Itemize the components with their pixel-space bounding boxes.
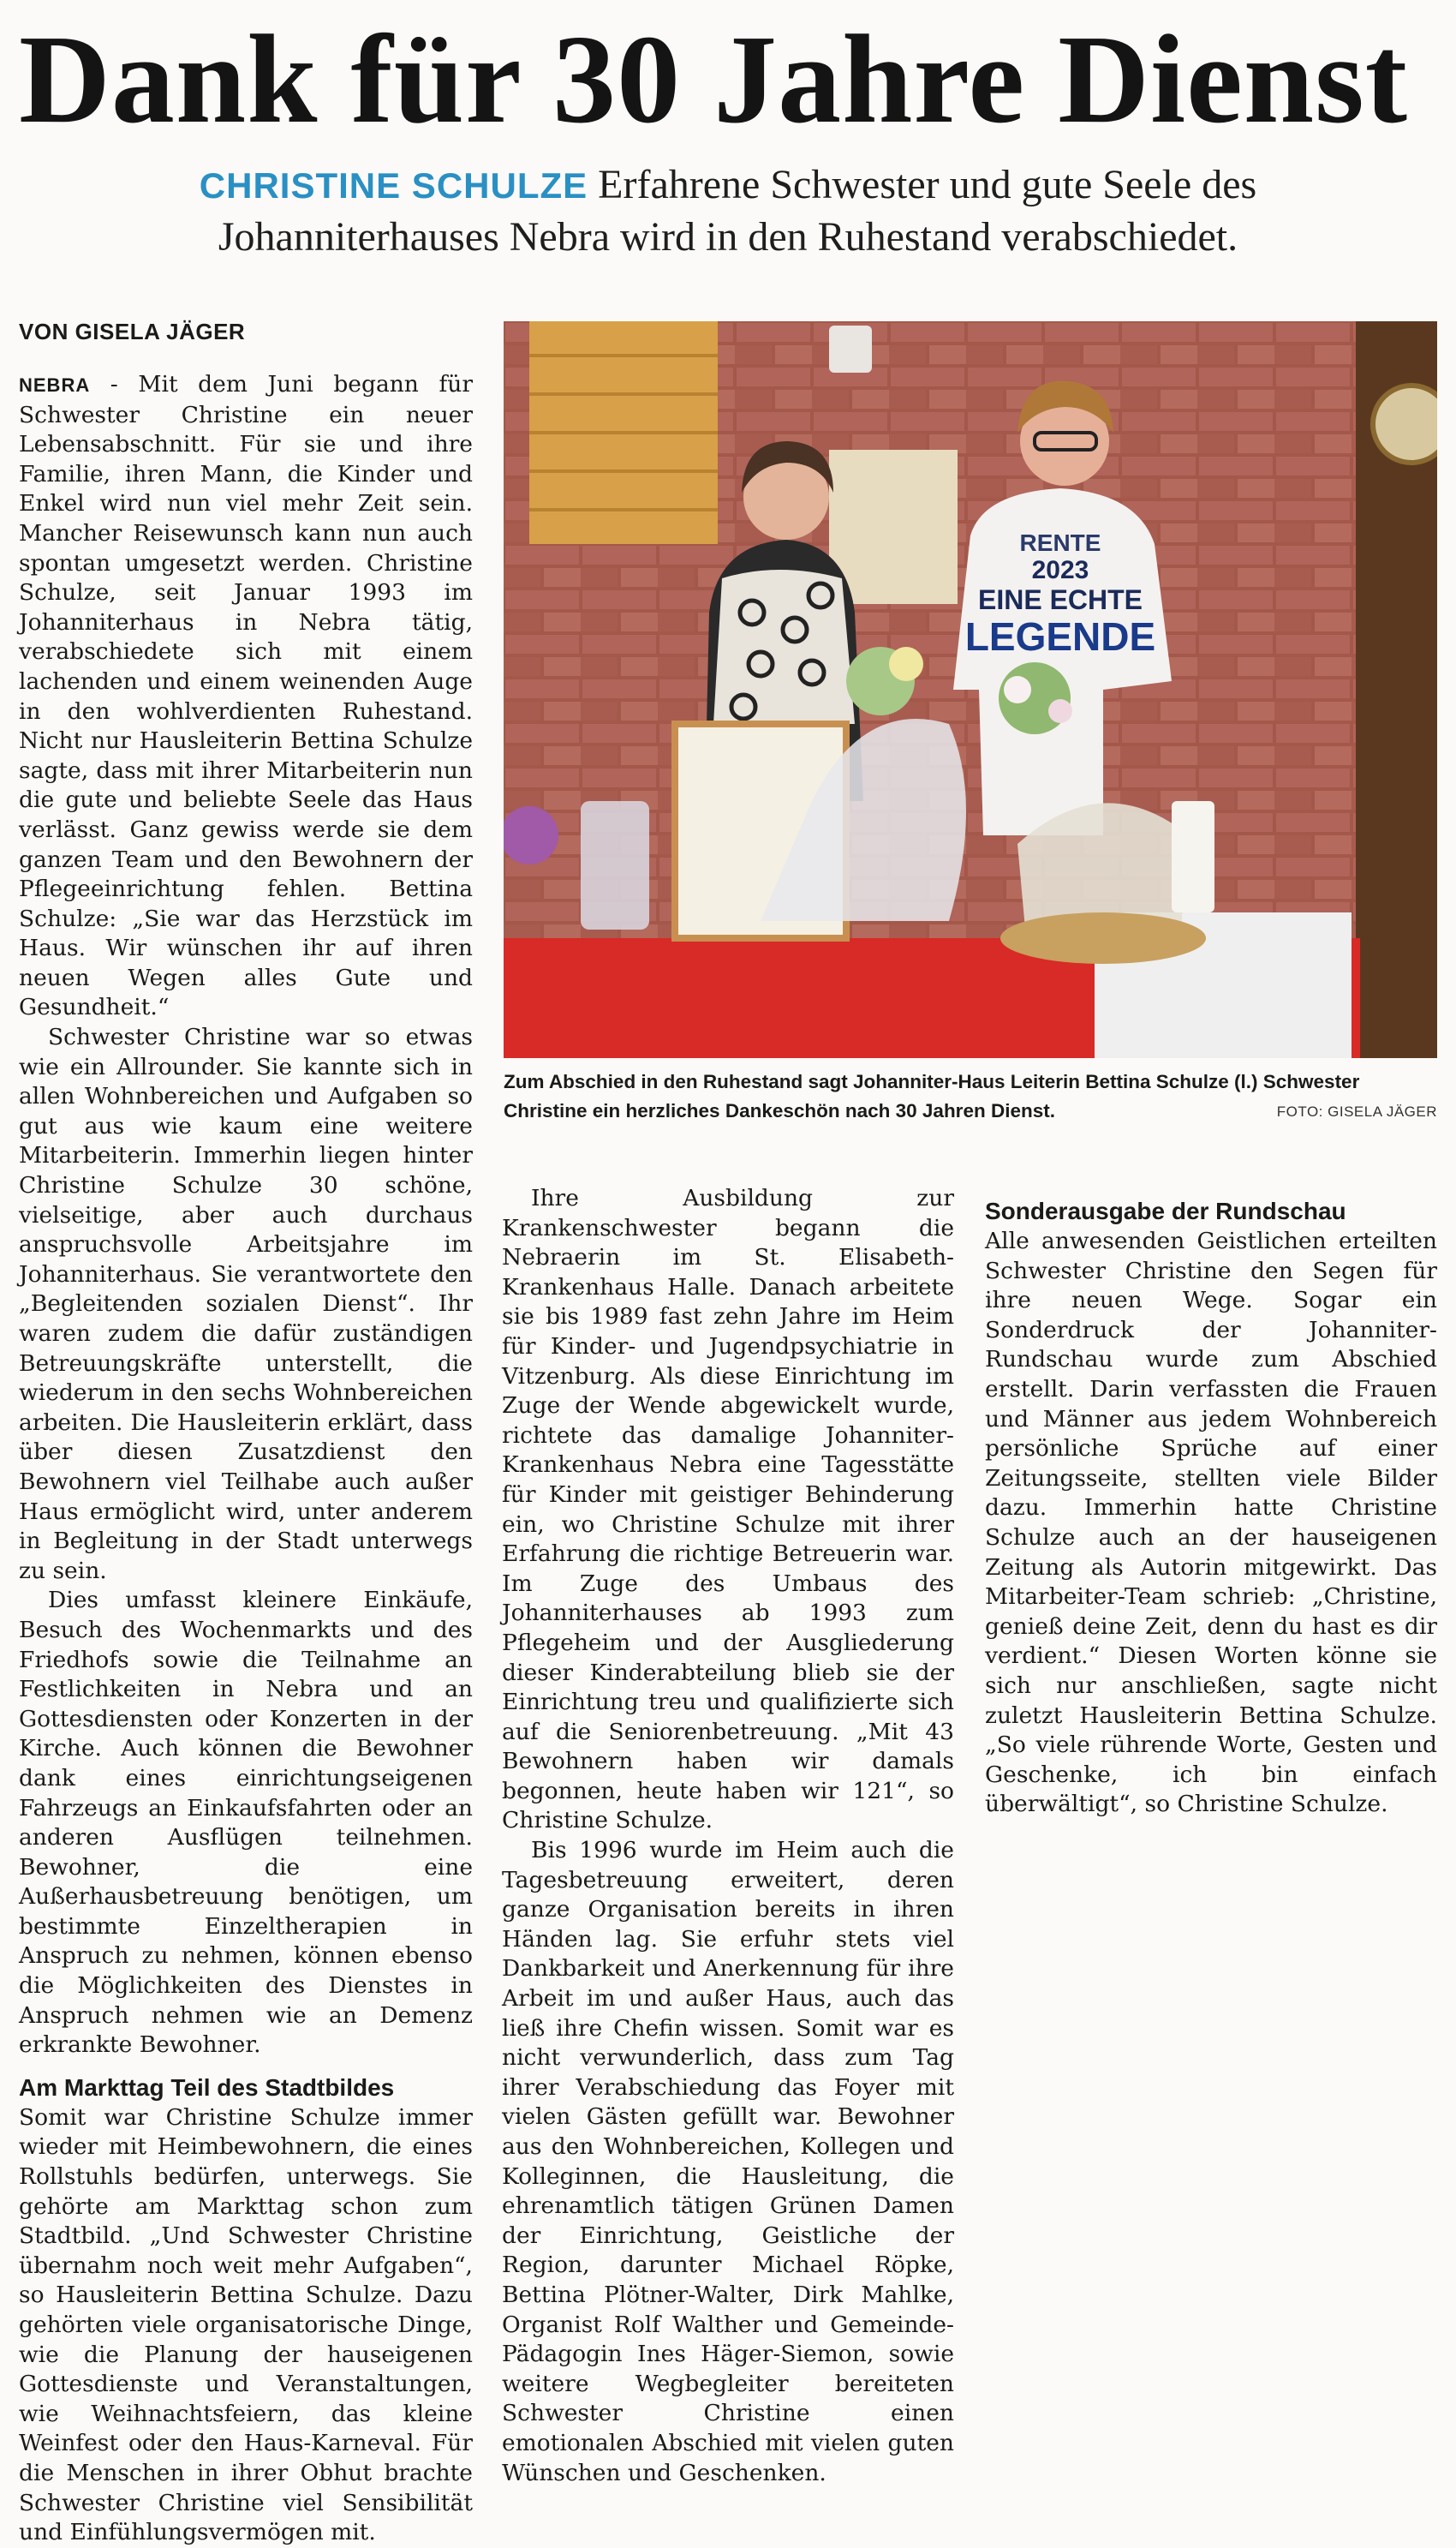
article-column-3 <box>985 1184 1437 1820</box>
paragraph-1 <box>19 370 473 1023</box>
photo-caption: Zum Abschied in den Ruhestand sagt Johanniter-Haus Leiterin Bettina Schulze (l.) Schwester Christine ein herzliches Dankeschön nach 30 Jahren Dienst. <box>504 1071 1360 1121</box>
subheadline-text: Erfahrene Schwester und gute Seele des Johanniterhauses Nebra wird in den Ruhestand verabschiedet. <box>218 162 1257 260</box>
wall-clock <box>1356 321 1437 1058</box>
article-photo <box>504 321 1437 1058</box>
paragraph-2: Schwester Christine war so etwas wie ein Allrounder. Sie kannte sich in allen Wohnbereichen und Aufgaben so gut aus wie kaum eine weitere Mitarbeiterin. Immerhin liegen hinter Christine Schulze 30 schöne, vielseitige, aber auch durchaus anspruchsvolle Arbeitsjahre im Johanniterhaus. Sie verantwortete den „Begleitenden sozialen Dienst“. Ihr waren zudem die dafür zuständigen Betreuungskräfte unterstellt, die wiederum in den sechs Wohnbereichen arbeiten. Die Hausleiterin erklärt, dass über diesen Zusatzdienst den Bewohnern viel Teilhabe auch außer Haus ermöglicht wird, unter anderem in Begleitung in der Stadt unterwegs zu sein. <box>19 1024 473 1584</box>
paragraph-1-text: - Mit dem Juni begann für Schwester Christine ein neuer Lebensabschnitt. Für sie und ihre Familie, ihren Mann, die Kinder und Enkel wird nun viel mehr Zeit sein. Mancher Reisewunsch kann nun auch spontan umgesetzt werden. Christine Schulze, seit Januar 1993 im Johanniterhaus in Nebra tätig, verabschiedete sich mit einem lachenden und einem weinenden Auge in den wohlverdienten Ruhestand. Nicht nur Hausleiterin Bettina Schulze sagte, dass mit ihrer Mitarbeiterin nun die gute und beliebte Seele das Haus verlässt. Ganz gewiss werde sie dem ganzen Team und den Bewohnern der Pflegeeinrichtung fehlen. Bettina Schulze: „Sie war das Herzstück im Haus. Wir wünschen ihr auf ihren neuen Wegen alles Gute und Gesundheit.“ <box>19 371 473 1021</box>
kicker: CHRISTINE SCHULZE <box>199 165 588 206</box>
paragraph-3: Dies umfasst kleinere Einkäufe, Besuch des Wochenmarkts und des Friedhofs sowie die Teilnahme an Festlichkeiten in Nebra und an Gottesdiensten oder Konzerten in der Kirche. Auch können die Bewohner dank eines einrichtungseigenen Fahrzeugs an Einkaufsfahrten oder an anderen Ausflügen teilnehmen. Bewohner, die eine Außerhausbetreuung benötigen, um bestimmte Einzeltherapien in Anspruch zu nehmen, können ebenso die Möglichkeiten des Dienstes in Anspruch nehmen wie an Demenz erkrankte Bewohner. <box>19 1587 473 2059</box>
wall-picture <box>829 450 958 604</box>
headline: Dank für 30 Jahre Dienst <box>19 9 1409 150</box>
paragraph-5: Ihre Ausbildung zur Krankenschwester begann die Nebraerin im St. Elisabeth-Krankenhaus Halle. Danach arbeitete sie bis 1989 fast zehn Jahre im Heim für Kinder- und Jugendpsychiatrie in Vitzenburg. Als diese Einrichtung im Zuge der Wende abgewickelt wurde, richtete das damalige Johanniter-Krankenhaus Nebra eine Tagesstätte für Kinder mit geistiger Behinderung ein, wo Christine Schulze mit ihrer Erfahrung die richtige Betreuerin war. Im Zuge des Umbaus des Johanniterhauses ab 1993 zum Pflegeheim und der Ausgliederung dieser Kinderabteilung blieb sie der Einrichtung treu und qualifizierte sich auf die Seniorenbetreuung. „Mit 43 Bewohnern haben wir damals begonnen, heute haben wir 121“, so Christine Schulze. <box>502 1185 954 1834</box>
paragraph-6: Bis 1996 wurde im Heim auch die Tagesbetreuung erweitert, deren ganze Organisation bereits in ihren Händen lag. Sie erfuhr stets viel Dankbarkeit und Anerkennung für ihre Arbeit im und außer Haus, auch das ließ ihre Chefin wissen. Somit war es nicht verwunderlich, dass zum Tag ihrer Verabschiedung das Foyer mit vielen Gästen gefüllt war. Bewohner aus den Wohnbereichen, Kollegen und Kolleginnen, die Hausleitung, die ehrenamtlich tätigen Grünen Damen der Einrichtung, Geistliche der Region, darunter Michael Röpke, Bettina Plötner-Walter, Dirk Mahlke, Organist Rolf Walther und Gemeinde-Pädagogin Ines Häger-Siemon, sowie weitere Wegbegleiter bereiteten Schwester Christine einen emotionalen Abschied mit vielen guten Wünschen und Geschenken. <box>502 1837 954 2486</box>
paragraph-4: Somit war Christine Schulze immer wieder mit Heimbewohnern, die eines Rollstuhls bedürfen, unterwegs. Sie gehörte am Markttag schon zum Stadtbild. „Und Schwester Christine übernahm noch weit mehr Aufgaben“, so Hausleiterin Bettina Schulze. Dazu gehörten viele organisatorische Dinge, wie die Planung der hauseigenen Gottesdienste und Veranstaltungen, wie Weihnachtsfeiern, das kleine Weinfest oder den Haus-Karneval. Für die Menschen in ihrer Obhut brachte Schwester Christine viel Sensibilität und Einfühlungsvermögen mit. <box>19 2103 473 2546</box>
subheading-markttag: Am Markttag Teil des Stadtbildes <box>19 2073 395 2101</box>
wall-shelf <box>529 321 718 544</box>
dateline: NEBRA <box>19 374 91 396</box>
wall-lamp <box>829 326 872 373</box>
article-column-1 <box>19 370 473 2548</box>
shirt-text-1: RENTE <box>1019 529 1101 556</box>
shirt-text-4: LEGENDE <box>964 614 1156 659</box>
article-column-2 <box>502 1184 954 2488</box>
subheadline <box>86 159 1370 263</box>
paragraph-7: Alle anwesenden Geistlichen erteilten Schwester Christine den Segen für ihre neuen Wege. Sogar ein Sonderdruck der Johanniter-Rundschau wurde zum Abschied erstellt. Darin verfassten die Frauen und Männer aus jedem Wohnbereich persönliche Sprüche auf einer Zeitungsseite, stellten viele Bilder dazu. Immerhin hatte Christine Schulze auch an der hauseigenen Zeitung als Autorin mitgewirkt. Das Mitarbeiter-Team schrieb: „Christine, genieß deine Zeit, denn du hast es dir verdient.“ Diesen Worten könne sie sich nur anschließen, sagte nicht zuletzt Hausleiterin Bettina Schulze. „So viele rührende Worte, Gesten und Geschenke, ich bin einfach überwältigt“, so Christine Schulze. <box>985 1228 1437 1818</box>
byline: VON GISELA JÄGER <box>19 319 246 344</box>
shirt-text-2: 2023 <box>1031 556 1089 584</box>
photo-credit: FOTO: GISELA JÄGER <box>1276 1104 1437 1120</box>
photo-illustration <box>504 321 1437 1058</box>
subheading-rundschau: Sonderausgabe der Rundschau <box>985 1198 1346 1224</box>
shirt-text-3: EINE ECHTE <box>977 584 1143 615</box>
